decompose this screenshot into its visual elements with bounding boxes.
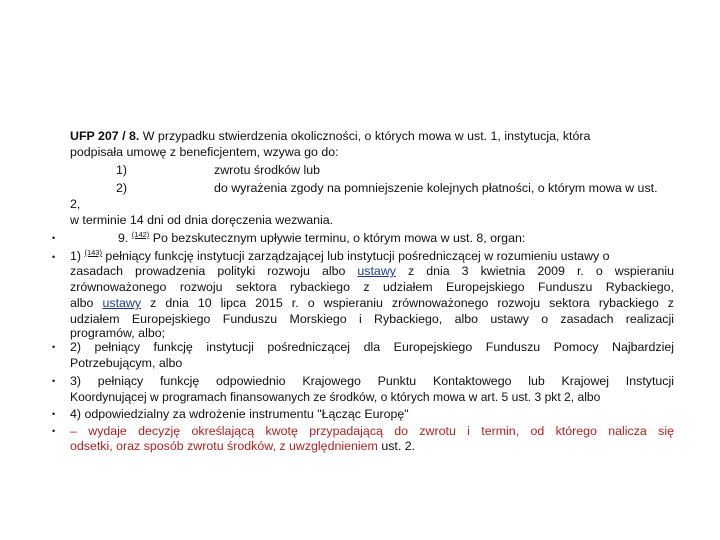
bullet-marker: • [52,233,56,243]
item-1-line2: zasadach prowadzenia polityki rozwoju albo ustawy z dnia 3 kwietnia 2009 r. o wspieraniu [70,264,674,278]
item-2-line2: Potrzebującym, albo [70,356,183,370]
header-intro: W przypadku stwierdzenia okoliczności, o których mowa w ust. 1, instytucja, która [139,129,591,143]
item-1-line6: programów, albo; [70,326,166,340]
bullet-marker: • [52,252,56,262]
option-1-number: 1) [116,163,128,177]
option-2-number: 2) [116,181,128,195]
law-link[interactable]: ustawy [102,296,142,310]
item-1-line3: zrównoważonego rozwoju sektora rybackiego z udziałem Europejskiego Funduszu Rybackiego, [70,280,674,294]
final-line1 [70,423,674,439]
item-1-line4: albo ustawy z dnia 10 lipca 2015 r. o wspieraniu zrównoważonego rozwoju sektora rybackiego z [70,296,674,310]
final-tail: ust. 2. [381,439,416,453]
item-9-prefix: 9. [118,231,132,245]
item-3-line2: Koordynującej w programach finansowanych ze środków, o których mowa w art. 5 ust. 3 pkt 2, albo [70,390,601,404]
bullet-marker: • [52,409,56,419]
item-9-text: Po bezskutecznym upływie terminu, o którym mowa w ust. 8, organ: [149,231,526,245]
item-2-line1: 2) pełniący funkcję instytucji pośredniczącej dla Europejskiego Funduszu Pomocy Najbardziej [70,340,674,354]
item-1-text: pełniący funkcję instytucji zarządzającej lub instytucji pośredniczącej w rozumieniu ustawy o [101,249,610,263]
item-1-line5: udziałem Europejskiego Funduszu Morskiego i Rybackiego, albo ustawy o zasadach realizacji [70,312,674,326]
final-line2 [70,438,415,454]
deadline-text: w terminie 14 dni od dnia doręczenia wezwania. [70,213,334,227]
bullet-marker: • [52,376,56,386]
item-1-line1 [70,248,610,264]
final-red-text-1: wydaje decyzję określającą kwotę przypadającą do zwrotu i termin, od którego nalicza się [88,424,674,438]
dash: – [70,424,77,438]
header-intro-line2: podpisała umowę z beneficjentem, wzywa go do: [70,145,339,159]
option-2-text: do wyrażenia zgody na pomniejszenie kolejnych płatności, o którym mowa w ust. [214,181,658,195]
document-reference: UFP 207 / 8. [70,129,140,143]
item-3-line1: 3) pełniący funkcję odpowiednio Krajowego Punktu Kontaktowego lub Krajowej Instytucji [70,374,674,388]
continuation-text: 2, [70,197,81,211]
item-9 [118,230,525,246]
item-1-prefix: 1) [70,249,85,263]
paragraph-header [70,128,590,144]
option-1-text: zwrotu środków lub [214,163,321,177]
law-link[interactable]: ustawy [357,264,396,278]
item-9-footnote: (142) [131,230,150,239]
bullet-marker: • [52,426,56,436]
item-4: 4) odpowiedzialny za wdrożenie instrumentu "Łącząc Europę" [70,407,409,421]
final-red-text-2: odsetki, oraz sposób zwrotu środków, z uwzględnieniem [70,439,378,453]
item-1-footnote: (143) [84,248,102,257]
bullet-marker: • [52,342,56,352]
